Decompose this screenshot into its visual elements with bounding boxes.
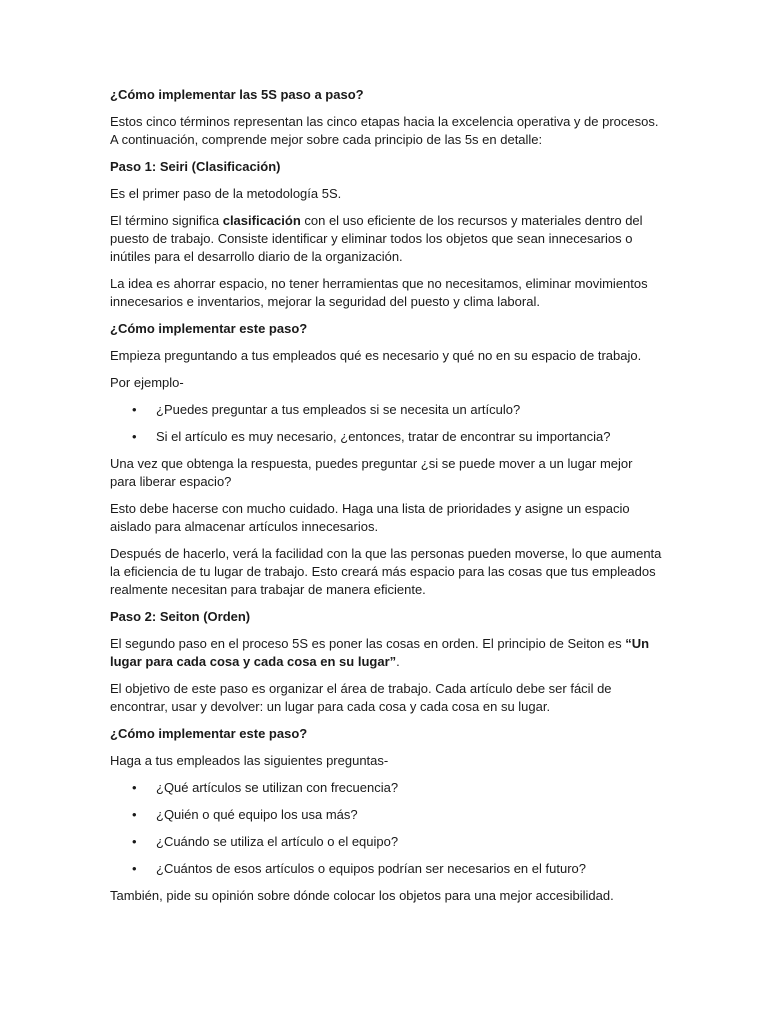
list-item-text: ¿Qué artículos se utilizan con frecuencia?	[156, 780, 399, 795]
step1-paragraph-8: Después de hacerlo, verá la facilidad con la que las personas pueden moverse, lo que aumenta la eficiencia de tu lugar de trabajo. Esto creará más espacio para las cosas que tus empleados realmente necesitan para trabajar de manera eficiente.	[110, 546, 662, 597]
step1-paragraph-3: La idea es ahorrar espacio, no tener herramientas que no necesitamos, eliminar movimientos innecesarios e inventarios, mejorar la seguridad del puesto y clima laboral.	[110, 276, 648, 309]
intro-paragraph: Estos cinco términos representan las cinco etapas hacia la excelencia operativa y de procesos. A continuación, comprende mejor sobre cada principio de las 5s en detalle:	[110, 114, 659, 147]
list-item-text: ¿Cuántos de esos artículos o equipos podrían ser necesarios en el futuro?	[156, 861, 586, 876]
bullet-icon: •	[132, 402, 137, 417]
step1-how-heading: ¿Cómo implementar este paso?	[110, 321, 308, 336]
step1-p2-pre: El término significa	[110, 213, 223, 228]
step2-p1-post: .	[396, 654, 400, 669]
bullet-icon: •	[132, 807, 137, 822]
list-item-text: ¿Puedes preguntar a tus empleados si se necesita un artículo?	[156, 402, 521, 417]
step1-paragraph-1: Es el primer paso de la metodología 5S.	[110, 186, 342, 201]
step1-paragraph-5: Por ejemplo-	[110, 375, 184, 390]
document-title: ¿Cómo implementar las 5S paso a paso?	[110, 87, 364, 102]
step1-paragraph-4: Empieza preguntando a tus empleados qué es necesario y qué no en su espacio de trabajo.	[110, 348, 642, 363]
list-item	[110, 779, 662, 797]
list-item	[110, 860, 662, 878]
document-body	[110, 86, 662, 914]
step2-paragraph-2: El objetivo de este paso es organizar el área de trabajo. Cada artículo debe ser fácil de encontrar, usar y devolver: un lugar para cada cosa y cada cosa en su lugar.	[110, 681, 612, 714]
bullet-icon: •	[132, 834, 137, 849]
step2-p1-pre: El segundo paso en el proceso 5S es poner las cosas en orden. El principio de Seiton es	[110, 636, 626, 651]
step2-paragraph-4: También, pide su opinión sobre dónde colocar los objetos para una mejor accesibilidad.	[110, 888, 614, 903]
list-item	[110, 401, 662, 419]
step2-heading: Paso 2: Seiton (Orden)	[110, 609, 251, 624]
step2-paragraph-3: Haga a tus empleados las siguientes preguntas-	[110, 753, 389, 768]
step2-how-heading: ¿Cómo implementar este paso?	[110, 726, 308, 741]
list-item-text: Si el artículo es muy necesario, ¿entonces, tratar de encontrar su importancia?	[156, 429, 611, 444]
list-item	[110, 833, 662, 851]
step1-p2-bold: clasificación	[222, 213, 301, 228]
step1-heading: Paso 1: Seiri (Clasificación)	[110, 159, 281, 174]
list-item	[110, 806, 662, 824]
step1-bullet-list	[110, 401, 662, 446]
step2-paragraph-1	[110, 635, 662, 671]
bullet-icon: •	[132, 429, 137, 444]
list-item	[110, 428, 662, 446]
step1-p2-post: con el uso eficiente de los recursos y materiales dentro del puesto de trabajo. Consiste identificar y eliminar todos los objetos que sean innecesarios o inútiles para el desarrollo diario de la organización.	[110, 213, 643, 264]
step1-paragraph-6: Una vez que obtenga la respuesta, puedes preguntar ¿si se puede mover a un lugar mejor para liberar espacio?	[110, 456, 633, 489]
list-item-text: ¿Quién o qué equipo los usa más?	[156, 807, 358, 822]
step2-p1-bold: “Un lugar para cada cosa y cada cosa en su lugar”	[110, 636, 650, 669]
bullet-icon: •	[132, 861, 137, 876]
step2-bullet-list	[110, 779, 662, 878]
step1-paragraph-7: Esto debe hacerse con mucho cuidado. Haga una lista de prioridades y asigne un espacio aislado para almacenar artículos innecesarios.	[110, 501, 630, 534]
bullet-icon: •	[132, 780, 137, 795]
list-item-text: ¿Cuándo se utiliza el artículo o el equipo?	[156, 834, 399, 849]
step1-paragraph-2	[110, 212, 662, 266]
